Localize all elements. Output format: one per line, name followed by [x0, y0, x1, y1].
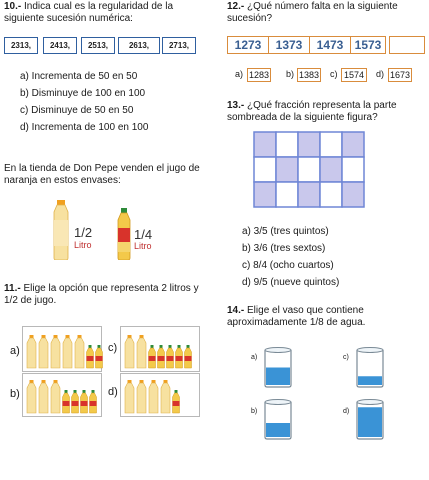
bottle-half-liter-icon: [50, 200, 72, 260]
q11-option-b-letter: b): [10, 388, 20, 400]
grid-cell-empty: [320, 132, 342, 157]
grid-cell-shaded: [342, 132, 364, 157]
q13-option-a[interactable]: a) 3/5 (tres quintos): [242, 226, 329, 237]
grid-cell-shaded: [342, 182, 364, 207]
bottle-quarter-liter-icon: [148, 345, 156, 369]
q14-glass-c[interactable]: [355, 346, 385, 388]
bottle-quarter-liter-icon: [62, 390, 70, 414]
bottle-half-liter-icon: [136, 335, 147, 369]
grid-cell-empty: [276, 132, 298, 157]
bottle-half-liter-icon: [38, 380, 49, 414]
q13-text: ¿Qué fracción representa la parte sombreada de la siguiente figura?: [227, 100, 397, 123]
q12-seq-item: 1273: [227, 36, 269, 54]
q10-option-d[interactable]: d) Incrementa de 100 en 100: [20, 122, 149, 133]
q13-prompt: [227, 100, 422, 124]
bottle-half-liter-icon: [74, 335, 85, 369]
q10-seq-item: 2613,: [118, 37, 160, 54]
bottle-half-liter-icon: [26, 335, 37, 369]
bottle-quarter-liter-icon: [71, 390, 79, 414]
glass-rim: [357, 348, 383, 353]
q12-text: ¿Qué número falta en la siguiente sucesión?: [227, 1, 398, 24]
bottle-half-liter-icon: [50, 380, 61, 414]
q14-glass-d-letter: d): [343, 408, 350, 415]
water-fill: [358, 376, 382, 385]
q12-answer-c[interactable]: 1574: [341, 68, 367, 82]
q12-answer-b[interactable]: 1383: [298, 70, 320, 80]
q11-option-c[interactable]: [120, 326, 200, 372]
q13-option-b[interactable]: b) 3/6 (tres sextos): [242, 243, 326, 254]
q12-seq-item: 1373: [268, 36, 310, 54]
bottle-half-liter-icon: [62, 335, 73, 369]
q11-prompt: [4, 283, 209, 307]
q10-seq-item: 2513,: [81, 37, 115, 54]
bottle-half-liter-icon: [124, 380, 135, 414]
glass-rim: [265, 348, 291, 353]
q14-glass-b-letter: b): [251, 408, 258, 415]
grid-cell-shaded: [320, 157, 342, 182]
q14-glass-c-letter: c): [343, 354, 349, 361]
bottle-quarter-liter-icon: [172, 390, 180, 414]
bottle-half-liter: [50, 200, 72, 260]
q12-seq-item: 1473: [309, 36, 351, 54]
glass-rim: [357, 400, 383, 405]
q10-prompt: [4, 1, 209, 25]
bottle-half-liter-icon: [50, 335, 61, 369]
bottle-half-liter-icon: [26, 380, 37, 414]
q10-option-a[interactable]: a) Incrementa de 50 en 50: [20, 71, 138, 82]
grid-cell-empty: [298, 157, 320, 182]
bottle-quarter-liter: [114, 208, 134, 260]
q12-prompt: [227, 1, 422, 25]
q11-option-a-letter: a): [10, 345, 20, 357]
grid-cell-shaded: [298, 132, 320, 157]
q10-number: 10.-: [4, 1, 22, 12]
q14-glass-a[interactable]: [263, 346, 293, 388]
q12-missing-answer-box[interactable]: [389, 36, 425, 54]
bottle-half-liter-icon: [38, 335, 49, 369]
bottle-half-liter-icon: [136, 380, 147, 414]
q13-options: [242, 226, 339, 289]
q10-option-c[interactable]: c) Disminuye de 50 en 50: [20, 105, 134, 116]
q14-number: 14.-: [227, 305, 245, 316]
bottle-half-fraction: 1/2: [74, 225, 93, 240]
q10-seq-item: 2313,: [4, 37, 38, 54]
grid-cell-shaded: [254, 182, 276, 207]
q13-number: 13.-: [227, 100, 245, 111]
bottle-quarter-liter-icon: [86, 345, 94, 369]
water-fill: [358, 407, 382, 437]
q10-seq-item: 2713,: [162, 37, 196, 54]
q12-answer-d[interactable]: 1673: [389, 70, 411, 80]
bottle-half-liter-icon: [124, 335, 135, 369]
grid-cell-shaded: [254, 132, 276, 157]
q13-fraction-grid: [253, 131, 367, 209]
bottle-quarter-liter-icon: [95, 345, 103, 369]
q12-answer-b-letter: b): [286, 69, 295, 79]
store-text: En la tienda de Don Pepe venden el jugo de naranja en estos envases:: [4, 163, 200, 186]
q14-glass-a-letter: a): [251, 354, 258, 361]
q10-seq-item: 2413,: [43, 37, 77, 54]
q11-option-d-letter: d): [108, 386, 118, 398]
q10-text: Indica cual es la regularidad de la siguiente sucesión numérica:: [4, 1, 173, 24]
q10-option-b[interactable]: b) Disminuye de 100 en 100: [20, 88, 146, 99]
q11-text: Elige la opción que representa 2 litros y 1/2 de jugo.: [4, 283, 199, 306]
bottle-half-liter-icon: [148, 380, 159, 414]
q11-number: 11.-: [4, 283, 21, 294]
bottle-quarter-liter-icon: [80, 390, 88, 414]
q12-seq-item: 1573: [350, 36, 386, 54]
grid-cell-shaded: [276, 157, 298, 182]
grid-cell-empty: [254, 157, 276, 182]
q13-option-c[interactable]: c) 8/4 (ocho cuartos): [242, 260, 334, 271]
q12-number: 12.-: [227, 1, 245, 12]
bottle-quarter-fraction: 1/4: [134, 227, 153, 242]
q12-answer-a[interactable]: 1283: [248, 70, 270, 80]
water-fill: [266, 368, 290, 386]
q11-option-b[interactable]: [22, 373, 102, 417]
grid-cell-empty: [276, 182, 298, 207]
q14-text: Elige el vaso que contiene aproximadamente 1/8 de agua.: [227, 305, 366, 328]
grid-cell-empty: [342, 157, 364, 182]
bottle-quarter-liter-icon: [175, 345, 183, 369]
water-fill: [266, 423, 290, 437]
bottle-half-unit: Litro: [74, 240, 92, 250]
bottle-quarter-liter-icon: [166, 345, 174, 369]
bottle-half-liter-icon: [160, 380, 171, 414]
bottle-quarter-liter-icon: [184, 345, 192, 369]
grid-cell-empty: [320, 182, 342, 207]
bottle-quarter-unit: Litro: [134, 241, 152, 251]
grid-cell-shaded: [298, 182, 320, 207]
q11-option-c-letter: c): [108, 342, 118, 354]
glass-rim: [265, 400, 291, 405]
q11-option-d[interactable]: [120, 373, 200, 417]
bottle-quarter-liter-icon: [157, 345, 165, 369]
q12-answer-d-letter: d): [376, 69, 385, 79]
q13-option-d[interactable]: d) 9/5 (nueve quintos): [242, 277, 340, 288]
bottle-quarter-liter-icon: [114, 208, 134, 260]
q12-answer-c-letter: c): [330, 69, 338, 79]
bottle-quarter-liter-icon: [89, 390, 97, 414]
q10-options: [20, 71, 148, 134]
q14-prompt: [227, 305, 422, 329]
q14-glass-b[interactable]: [263, 398, 293, 440]
q11-option-a[interactable]: [22, 326, 102, 372]
q14-glass-d[interactable]: [355, 398, 385, 440]
q12-answer-a-letter: a): [235, 69, 244, 79]
